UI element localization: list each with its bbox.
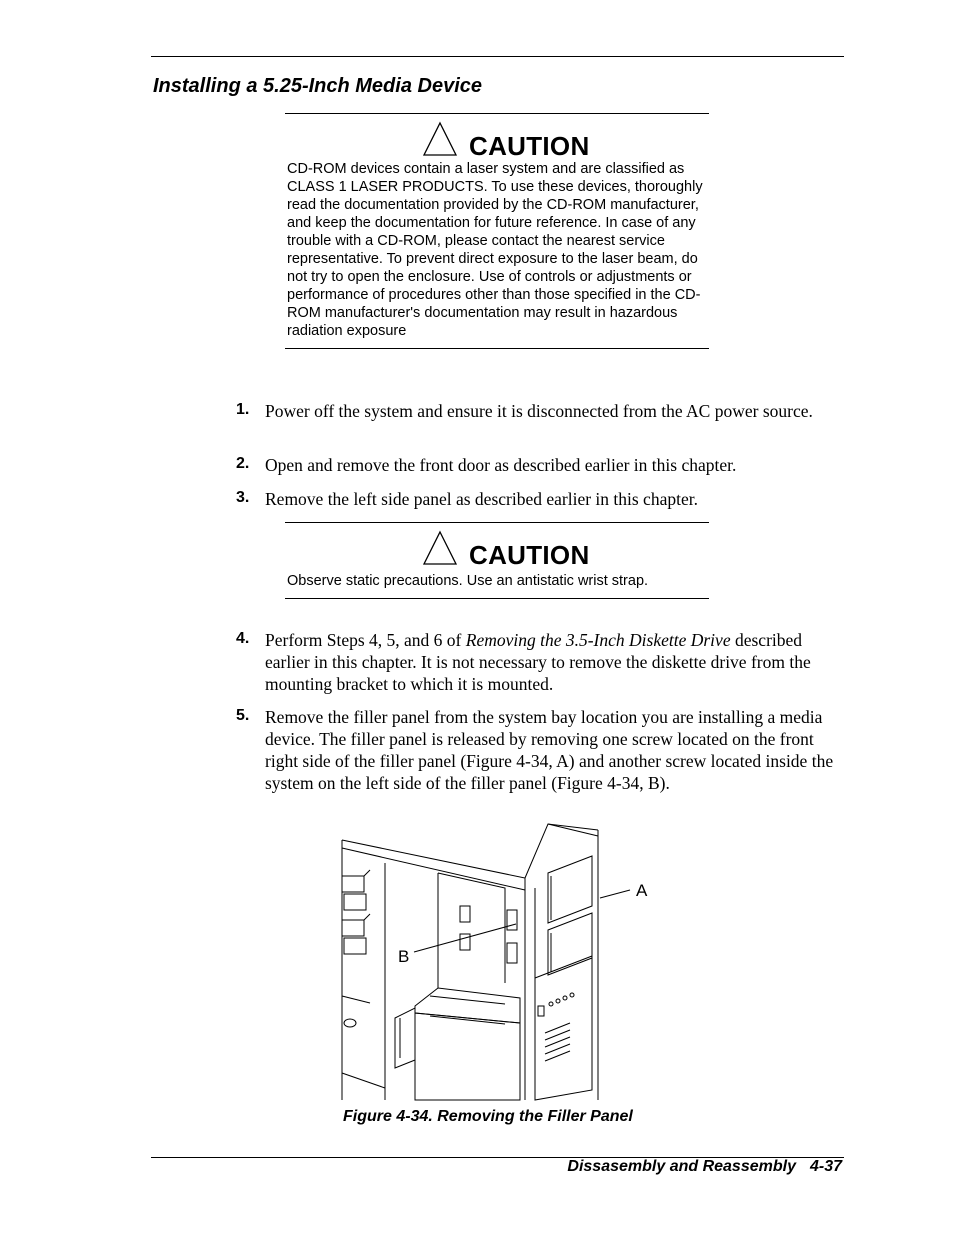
caution-text: CD-ROM devices contain a laser system and are classified as CLASS 1 LASER PRODUCTS. To use these devices, thoroughly read the documentation provided by the CD-ROM manufacturer, and keep the documentation for future reference. In case of any trouble with a CD-ROM, please contact the nearest service representative. To prevent direct exposure to the laser beam, do not try to open the enclosure. Use of controls or adjustments or performance of procedures other than those specified in the CD-ROM manufacturer's documentation may result in hazardous radiation exposure [287, 161, 703, 339]
footer-chapter: Dissasembly and Reassembly [567, 1158, 796, 1175]
caution-heading [285, 114, 709, 161]
step-5 [236, 706, 846, 794]
step-text: Remove the filler panel from the system bay location you are installing a media device. The filler panel is released by removing one screw located on the front right side of the filler panel (Figure 4-34, A) and another screw located inside the system on the left side of the filler panel (Figure 4-34, B). [265, 707, 834, 793]
callout-a: A [636, 881, 648, 900]
caution-heading [285, 523, 709, 570]
warning-triangle-icon [422, 530, 458, 566]
figure-caption: Figure 4-34. Removing the Filler Panel [343, 1108, 633, 1125]
step-number: 2. [236, 455, 250, 472]
caution-bottom-rule [285, 348, 709, 349]
step-3 [236, 488, 846, 510]
step-text: Open and remove the front door as described earlier in this chapter. [265, 455, 737, 475]
cross-reference: Removing the 3.5-Inch Diskette Drive [465, 630, 731, 650]
caution-text: Observe static precautions. Use an antistatic wrist strap. [287, 573, 649, 589]
caution-box-laser [285, 113, 709, 349]
step-2 [236, 454, 846, 476]
callout-b: B [398, 947, 410, 966]
caution-box-static [285, 522, 709, 599]
step-number: 4. [236, 630, 250, 647]
caution-bottom-rule [285, 598, 709, 599]
step-text: Power off the system and ensure it is disconnected from the AC power source. [265, 401, 813, 421]
step-number: 1. [236, 401, 250, 418]
step-number: 3. [236, 489, 250, 506]
page-number: 4-37 [809, 1158, 842, 1175]
chassis-line-drawing [330, 818, 670, 1103]
header-rule [151, 56, 844, 57]
step-4 [236, 629, 846, 695]
step-text: Remove the left side panel as described earlier in this chapter. [265, 489, 698, 509]
step-1 [236, 400, 846, 422]
step-text: Perform Steps 4, 5, and 6 of Removing the 3.5-Inch Diskette Drive described earlier in this chapter. It is not necessary to remove the diskette drive from the mounting bracket to which it is mounted. [265, 630, 811, 694]
step-number: 5. [236, 707, 250, 724]
section-title: Installing a 5.25-Inch Media Device [153, 75, 483, 97]
page-footer [567, 1158, 842, 1176]
caution-label: CAUTION [469, 540, 590, 570]
caution-label: CAUTION [469, 131, 590, 161]
warning-triangle-icon [422, 121, 458, 157]
figure-removing-filler-panel [330, 818, 670, 1103]
